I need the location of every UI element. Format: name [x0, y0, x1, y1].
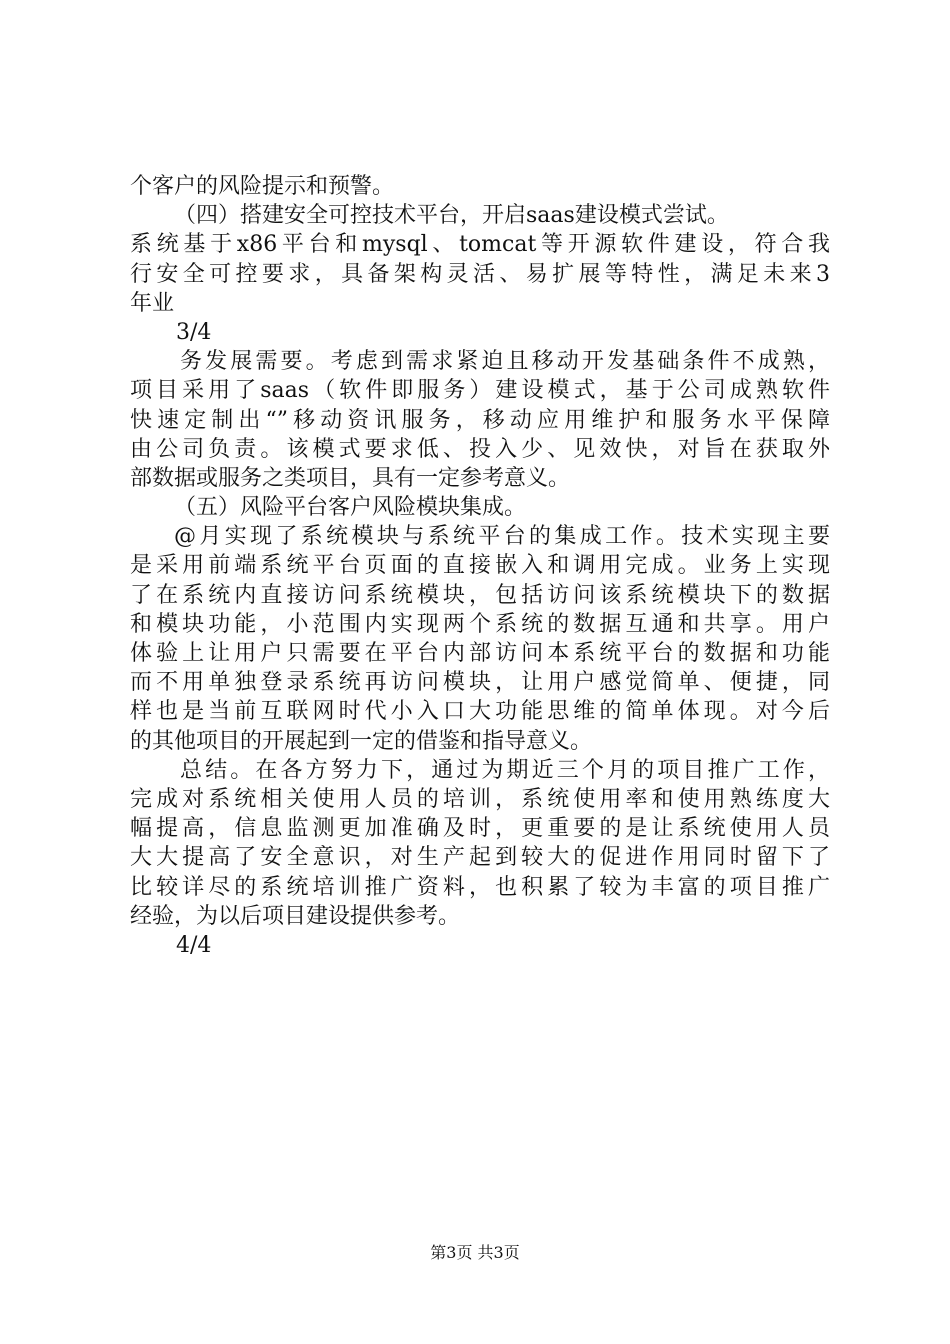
text-line: 比较详尽的系统培训推广资料，也积累了较为丰富的项目推广 — [130, 874, 830, 900]
document-body — [130, 172, 830, 960]
text-line: 和模块功能，小范围内实现两个系统的数据互通和共享。用户 — [130, 611, 830, 637]
page-marker: 3/4 — [176, 319, 212, 345]
text-line: 项目采用了saas（软件即服务）建设模式，基于公司成熟软件 — [130, 378, 830, 404]
text-line: 大大提高了安全意识，对生产起到较大的促进作用同时留下了 — [130, 845, 830, 871]
text-line: 快速定制出“”移动资讯服务，移动应用维护和服务水平保障 — [130, 407, 830, 433]
summary-line: 总结。在各方努力下，通过为期近三个月的项目推广工作， — [180, 757, 830, 783]
page-marker: 4/4 — [176, 932, 212, 958]
text-line: @月实现了系统模块与系统平台的集成工作。技术实现主要 — [174, 524, 830, 550]
text-line: 由公司负责。该模式要求低、投入少、见效快，对旨在获取外 — [130, 436, 830, 462]
text-line: 了在系统内直接访问系统模块，包括访问该系统模块下的数据 — [130, 582, 830, 608]
text-line: 行安全可控要求，具备架构灵活、易扩展等特性，满足未来3 — [130, 261, 830, 287]
text-line: 的其他项目的开展起到一定的借鉴和指导意义。 — [130, 728, 593, 754]
text-line: 系统基于x86平台和mysql、tomcat等开源软件建设，符合我 — [130, 232, 830, 258]
text-line: 经验，为以后项目建设提供参考。 — [130, 903, 461, 929]
text-line: 年业 — [130, 290, 175, 316]
page-footer: 第3页 共3页 — [430, 1243, 520, 1262]
text-line: 体验上让用户只需要在平台内部访问本系统平台的数据和功能 — [130, 641, 830, 666]
text-line: 样也是当前互联网时代小入口大功能思维的简单体现。对今后 — [130, 699, 830, 725]
text-line: 个客户的风险提示和预警。 — [130, 174, 395, 199]
section-heading-4: （四）搭建安全可控技术平台，开启saas建设模式尝试。 — [174, 203, 729, 229]
text-line: 幅提高，信息监测更加准确及时，更重要的是让系统使用人员 — [130, 816, 830, 842]
text-line: 是采用前端系统平台页面的直接嵌入和调用完成。业务上实现 — [130, 553, 830, 579]
section-heading-5: （五）风险平台客户风险模块集成。 — [174, 495, 527, 521]
text-line: 部数据或服务之类项目，具有一定参考意义。 — [130, 465, 571, 491]
text-line: 务发展需要。考虑到需求紧迫且移动开发基础条件不成熟， — [180, 349, 830, 375]
text-line: 而不用单独登录系统再访问模块，让用户感觉简单、便捷，同 — [130, 670, 830, 696]
text-line: 完成对系统相关使用人员的培训，系统使用率和使用熟练度大 — [130, 786, 830, 812]
